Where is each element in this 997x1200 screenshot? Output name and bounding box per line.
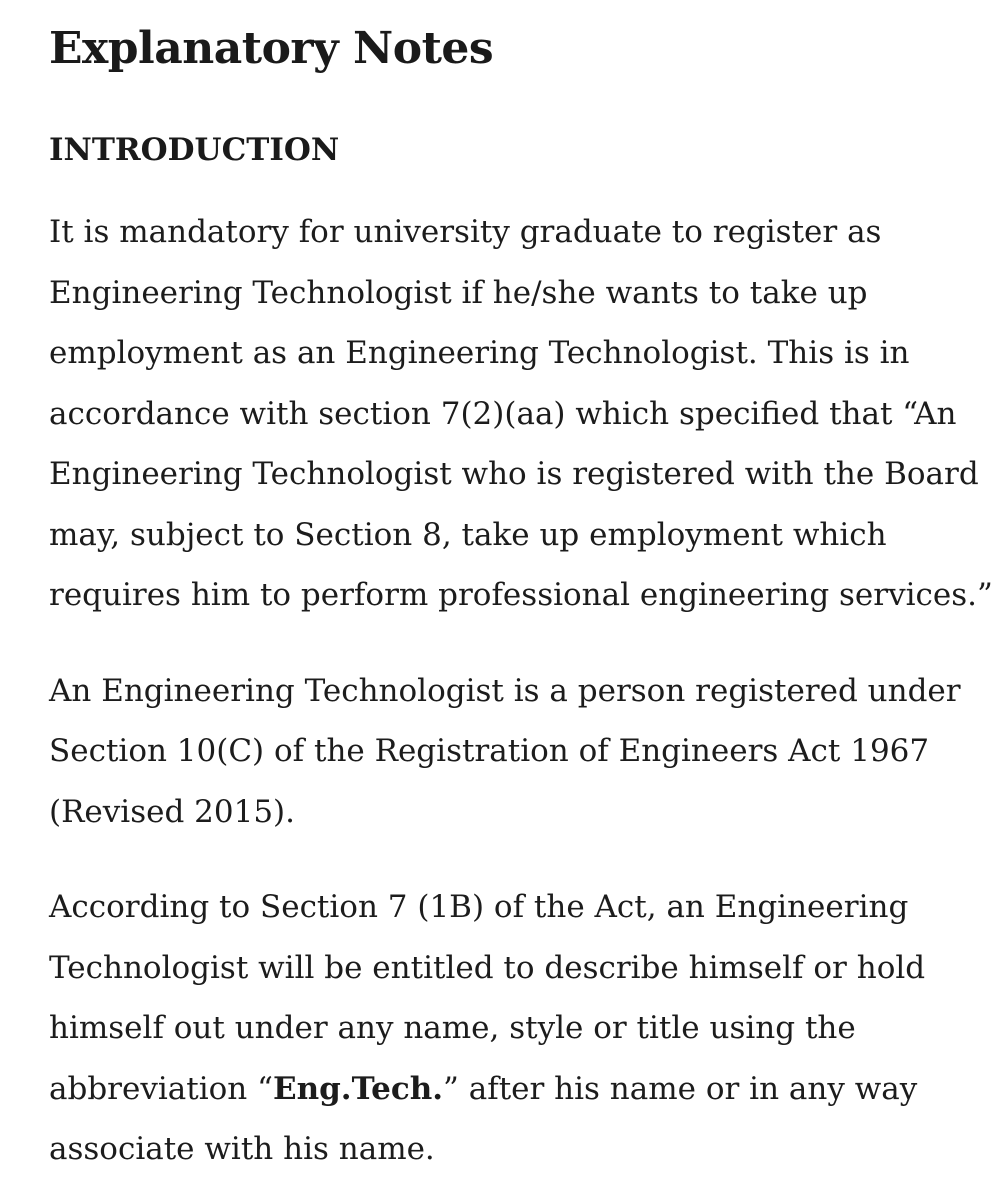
paragraph-line: associate with his name. xyxy=(49,1131,435,1167)
paragraph-line: It is mandatory for university graduate to register as xyxy=(49,214,882,250)
paragraph-line: requires him to perform professional engineering services.” xyxy=(49,577,993,613)
paragraph-line: (Revised 2015). xyxy=(49,793,296,830)
section-heading-introduction: INTRODUCTION xyxy=(49,132,340,168)
paragraph-line: employment as an Engineering Technologist. This is in xyxy=(49,335,910,371)
paragraph-mandatory-registration xyxy=(49,202,993,626)
paragraph-line: An Engineering Technologist is a person registered under xyxy=(49,672,961,709)
paragraph-line: accordance with section 7(2)(aa) which specified that “An xyxy=(49,395,957,432)
page-title: Explanatory Notes xyxy=(49,23,494,74)
paragraph-line-abbreviation xyxy=(49,1059,957,1120)
paragraph-line: Engineering Technologist who is registered with the Board xyxy=(49,456,979,492)
paragraph-line: Engineering Technologist if he/she wants to take up xyxy=(49,274,868,311)
paragraph-line: may, subject to Section 8, take up employment which xyxy=(49,516,887,553)
paragraph-line: Section 10(C) of the Registration of Engineers Act 1967 xyxy=(49,733,930,769)
paragraph-line: According to Section 7 (1B) of the Act, an Engineering xyxy=(49,889,909,925)
abbreviation-eng-tech: Eng.Tech. xyxy=(272,1070,444,1107)
paragraph-title-usage xyxy=(49,877,957,1180)
abbr-text-before: abbreviation “ xyxy=(49,1070,273,1107)
paragraph-line: Technologist will be entitled to describe himself or hold xyxy=(49,949,926,986)
paragraph-definition xyxy=(49,661,961,843)
abbr-text-after: ” after his name or in any way xyxy=(443,1070,918,1107)
paragraph-line: himself out under any name, style or title using the xyxy=(49,1010,856,1046)
